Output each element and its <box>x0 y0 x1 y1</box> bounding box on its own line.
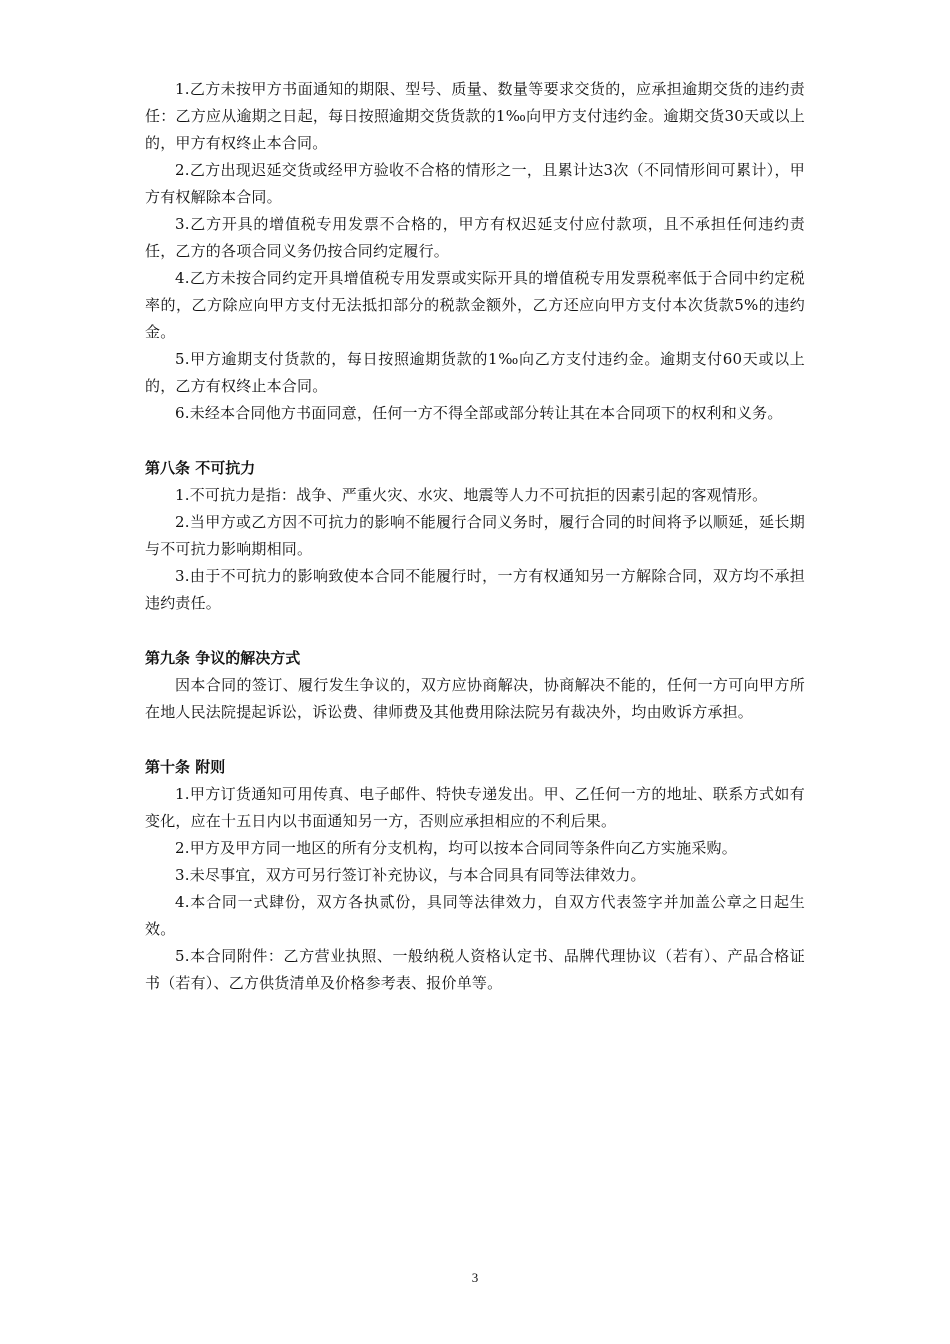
clause-paragraph: 3.由于不可抗力的影响致使本合同不能履行时，一方有权通知另一方解除合同，双方均不承担违约责任。 <box>145 567 805 612</box>
clause-paragraph: 4.乙方未按合同约定开具增值税专用发票或实际开具的增值税专用发票税率低于合同中约定税率的，乙方除应向甲方支付无法抵扣部分的税款金额外，乙方还应向甲方支付本次货款5%的违约金。 <box>145 269 805 341</box>
spacer <box>145 726 805 754</box>
section-8 <box>145 455 805 617</box>
page-number: 3 <box>471 1270 479 1285</box>
section-heading: 第十条 附则 <box>145 758 226 776</box>
clause-paragraph: 3.未尽事宜，双方可另行签订补充协议，与本合同具有同等法律效力。 <box>175 866 646 884</box>
spacer <box>145 427 805 455</box>
clause-paragraph: 5.本合同附件：乙方营业执照、一般纳税人资格认定书、品牌代理协议（若有）、产品合格证书（若有）、乙方供货清单及价格参考表、报价单等。 <box>145 947 805 992</box>
clause-paragraph: 2.当甲方或乙方因不可抗力的影响不能履行合同义务时，履行合同的时间将予以顺延，延长期与不可抗力影响期相同。 <box>145 513 805 558</box>
clause-paragraph: 1.不可抗力是指：战争、严重火灾、水灾、地震等人力不可抗拒的因素引起的客观情形。 <box>175 486 768 504</box>
section-heading: 第八条 不可抗力 <box>145 459 256 477</box>
clause-paragraph: 1.乙方未按甲方书面通知的期限、型号、质量、数量等要求交货的，应承担逾期交货的违约责任：乙方应从逾期之日起，每日按照逾期交货货款的1‰向甲方支付违约金。逾期交货30天或以上的，甲方有权终止本合同。 <box>145 80 805 152</box>
clause-paragraph: 5.甲方逾期支付货款的，每日按照逾期货款的1‰向乙方支付违约金。逾期支付60天或以上的，乙方有权终止本合同。 <box>145 350 805 395</box>
clause-paragraph: 6.未经本合同他方书面同意，任何一方不得全部或部分转让其在本合同项下的权利和义务。 <box>175 404 783 422</box>
clause-paragraph: 4.本合同一式肆份，双方各执贰份，具同等法律效力，自双方代表签字并加盖公章之日起生效。 <box>145 893 805 938</box>
clause-paragraph: 因本合同的签订、履行发生争议的，双方应协商解决，协商解决不能的，任何一方可向甲方所在地人民法院提起诉讼，诉讼费、律师费及其他费用除法院另有裁决外，均由败诉方承担。 <box>145 676 805 721</box>
section-9 <box>145 645 805 726</box>
document-page <box>145 76 805 997</box>
clause-paragraph: 1.甲方订货通知可用传真、电子邮件、特快专递发出。甲、乙任何一方的地址、联系方式如有变化，应在十五日内以书面通知另一方，否则应承担相应的不利后果。 <box>145 785 805 830</box>
section-heading: 第九条 争议的解决方式 <box>145 649 301 667</box>
spacer <box>145 617 805 645</box>
section-10 <box>145 754 805 997</box>
clause-paragraph: 2.乙方出现迟延交货或经甲方验收不合格的情形之一，且累计达3次（不同情形间可累计），甲方有权解除本合同。 <box>145 161 805 206</box>
section-7-clauses <box>145 76 805 427</box>
clause-paragraph: 2.甲方及甲方同一地区的所有分支机构，均可以按本合同同等条件向乙方实施采购。 <box>175 839 737 857</box>
clause-paragraph: 3.乙方开具的增值税专用发票不合格的，甲方有权迟延支付应付款项，且不承担任何违约责任，乙方的各项合同义务仍按合同约定履行。 <box>145 215 805 260</box>
